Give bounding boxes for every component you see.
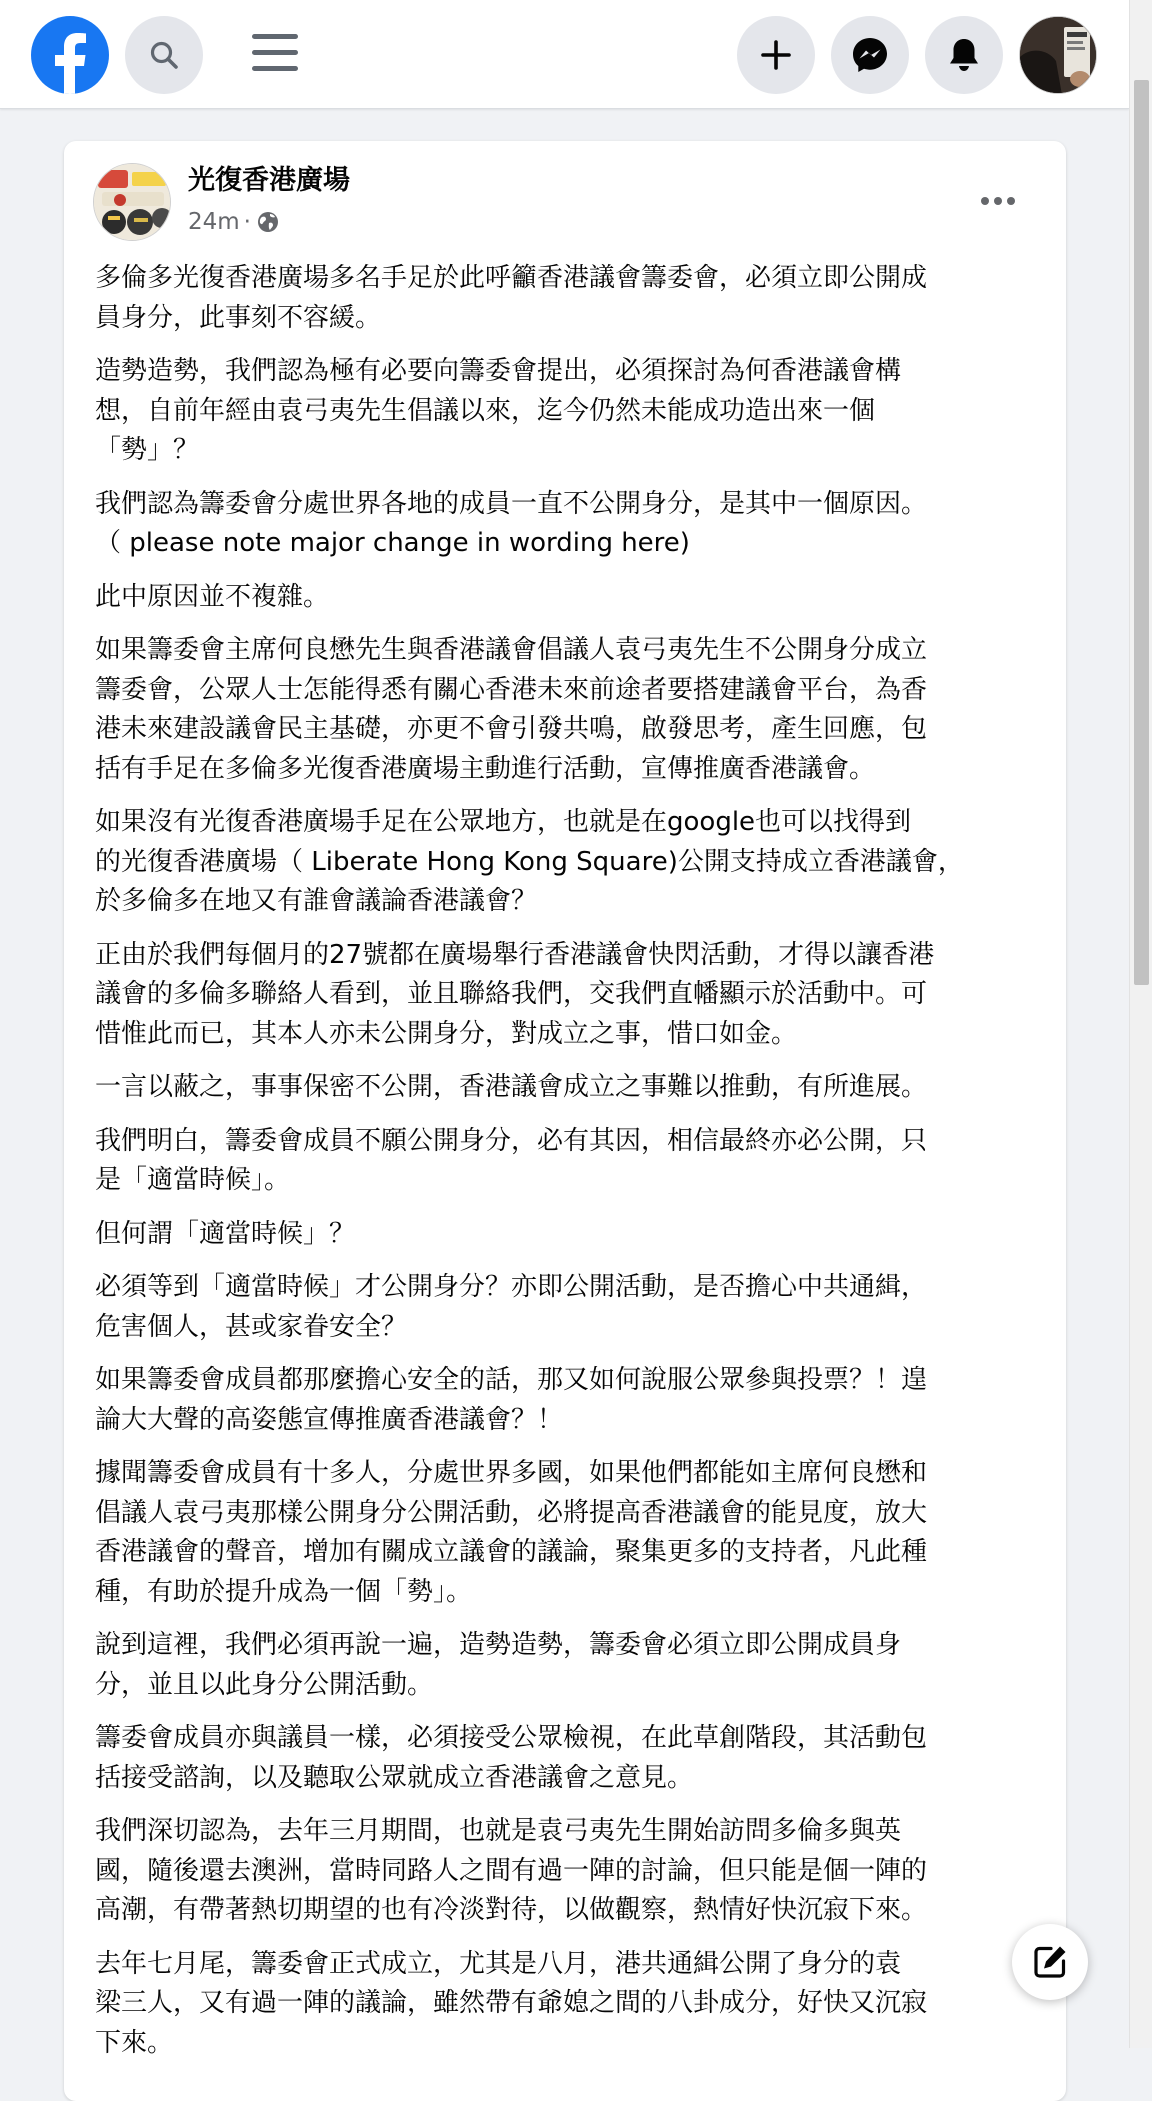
post-text-line: 此中原因並不複雜。 — [95, 581, 330, 612]
post-paragraph — [95, 485, 1105, 564]
post-text-line: 港未來建設議會民主基礎，亦更不會引發共鳴，啟發思考，產生回應，包 — [95, 714, 928, 744]
post-text-line: 籌委會，公眾人士怎能得悉有關心香港未來前途者要搭建議會平台，為香 — [95, 674, 928, 705]
page-avatar[interactable] — [93, 163, 171, 241]
post-text-line: （ please note major change in wording here) — [95, 528, 690, 558]
compose-button[interactable] — [1012, 1924, 1088, 2000]
post-text-line: 倡議人袁弓夷那樣公開身分公開活動，必將提高香港議會的能見度，放大 — [95, 1497, 928, 1528]
post-text-line: 正由於我們每個月的27號都在廣場舉行香港議會快閃活動，才得以讓香港 — [95, 939, 935, 970]
profile-avatar[interactable] — [1019, 16, 1097, 94]
post-time[interactable]: 24m — [188, 209, 240, 235]
post-text-line: 危害個人，甚或家眷安全？ — [95, 1311, 408, 1342]
facebook-logo-icon[interactable] — [31, 16, 109, 94]
post-paragraph — [95, 1719, 1105, 1798]
search-button[interactable] — [125, 16, 203, 94]
post-text-line: 籌委會成員亦與議員一樣，必須接受公眾檢視，在此草創階段，其活動包 — [95, 1723, 928, 1753]
post-text-line: 我們深切認為，去年三月期間，也就是袁弓夷先生開始訪問多倫多與英 — [95, 1816, 902, 1846]
hamburger-menu-icon[interactable] — [252, 30, 298, 76]
post-text-line: 分，並且以此身分公開活動。 — [95, 1669, 434, 1700]
scrollbar[interactable] — [1129, 0, 1152, 2048]
plus-icon — [760, 39, 792, 71]
messenger-button[interactable] — [831, 16, 909, 94]
post-text-line: 香港議會的聲音，增加有關成立議會的議論，聚集更多的支持者，凡此種 — [95, 1537, 928, 1567]
post-card — [64, 141, 1066, 2101]
post-text-line: 說到這裡，我們必須再說一遍，造勢造勢，籌委會必須立即公開成員身 — [95, 1630, 902, 1660]
search-icon — [149, 40, 179, 70]
messenger-icon — [851, 36, 889, 74]
post-paragraph — [95, 1122, 1105, 1201]
scrollbar-thumb[interactable] — [1134, 80, 1149, 985]
top-navigation-bar — [0, 0, 1129, 109]
post-body — [95, 259, 1105, 2077]
post-paragraph — [95, 803, 1105, 922]
post-text-line: 如果沒有光復香港廣場手足在公眾地方，也就是在google也可以找得到 — [95, 807, 912, 837]
post-text-line: 是「適當時候」。 — [95, 1165, 291, 1195]
post-text-line: 論大大聲的高姿態宣傳推廣香港議會？！ — [95, 1404, 564, 1435]
post-text-line: 梁三人，又有過一陣的議論，雖然帶有爺媳之間的八卦成分，好快又沉寂 — [95, 1988, 928, 2018]
post-paragraph — [95, 631, 1105, 789]
post-text-line: 一言以蔽之，事事保密不公開，香港議會成立之事難以推動，有所進展。 — [95, 1072, 928, 1102]
post-text-line: 種，有助於提升成為一個「勢」。 — [95, 1576, 473, 1607]
post-paragraph — [95, 1215, 1105, 1255]
post-paragraph — [95, 352, 1105, 471]
post-text-line: 我們明白，籌委會成員不願公開身分，必有其因，相信最終亦必公開，只 — [95, 1125, 928, 1156]
post-text-line: 惜惟此而已，其本人亦未公開身分，對成立之事，惜口如金。 — [95, 1018, 798, 1049]
post-text-line: 我們認為籌委會分處世界各地的成員一直不公開身分，是其中一個原因。 — [95, 488, 928, 519]
post-text-line: 如果籌委會成員都那麼擔心安全的話，那又如何說服公眾參與投票？！遑 — [95, 1365, 928, 1395]
post-text-line: 多倫多光復香港廣場多名手足於此呼籲香港議會籌委會，必須立即公開成 — [95, 263, 928, 293]
post-paragraph — [95, 1068, 1105, 1108]
post-text-line: 如果籌委會主席何良懋先生與香港議會倡議人袁弓夷先生不公開身分成立 — [95, 635, 928, 665]
compose-icon — [1030, 1942, 1070, 1982]
post-paragraph — [95, 259, 1105, 338]
bell-icon — [947, 37, 981, 73]
post-text-line: 國，隨後還去澳洲，當時同路人之間有過一陣的討論，但只能是個一陣的 — [95, 1855, 928, 1886]
post-meta — [188, 207, 279, 237]
post-text-line: 議會的多倫多聯絡人看到，並且聯絡我們，交我們直幡顯示於活動中。可 — [95, 979, 928, 1009]
more-options-icon — [981, 197, 989, 205]
page-name[interactable]: 光復香港廣場 — [188, 165, 350, 196]
post-text-line: 員身分，此事刻不容緩。 — [95, 302, 382, 333]
post-paragraph — [95, 1812, 1105, 1931]
globe-icon — [257, 211, 279, 233]
post-text-line: 高潮，有帶著熱切期望的也有冷淡對待，以做觀察，熱情好快沉寂下來。 — [95, 1895, 928, 1925]
post-paragraph — [95, 936, 1105, 1055]
meta-separator: · — [243, 209, 251, 235]
post-text-line: 的光復香港廣場（ Liberate Hong Kong Square)公開支持成立香港議會， — [95, 846, 964, 877]
post-text-line: 「勢」？ — [95, 435, 200, 465]
post-paragraph — [95, 1626, 1105, 1705]
post-text-line: 去年七月尾，籌委會正式成立，尤其是八月，港共通緝公開了身分的袁 — [95, 1948, 902, 1979]
create-button[interactable] — [737, 16, 815, 94]
post-text-line: 下來。 — [95, 2027, 174, 2058]
post-text-line: 但何謂「適當時候」？ — [95, 1218, 356, 1249]
post-text-line: 造勢造勢，我們認為極有必要向籌委會提出，必須探討為何香港議會構 — [95, 356, 902, 386]
notifications-button[interactable] — [925, 16, 1003, 94]
post-text-line: 據聞籌委會成員有十多人，分處世界多國，如果他們都能如主席何良懋和 — [95, 1458, 928, 1488]
post-paragraph — [95, 578, 1105, 618]
more-options-button[interactable] — [969, 181, 1027, 221]
post-text-line: 括有手足在多倫多光復香港廣場主動進行活動，宣傳推廣香港議會。 — [95, 753, 876, 784]
post-paragraph — [95, 1945, 1105, 2064]
post-text-line: 必須等到「適當時候」才公開身分？亦即公開活動，是否擔心中共通緝， — [95, 1272, 928, 1302]
post-text-line: 想，自前年經由袁弓夷先生倡議以來，迄今仍然未能成功造出來一個 — [95, 395, 876, 426]
post-text-line: 括接受諮詢，以及聽取公眾就成立香港議會之意見。 — [95, 1762, 694, 1793]
post-paragraph — [95, 1454, 1105, 1612]
post-paragraph — [95, 1268, 1105, 1347]
post-text-line: 於多倫多在地又有誰會議論香港議會？ — [95, 886, 538, 916]
post-paragraph — [95, 1361, 1105, 1440]
